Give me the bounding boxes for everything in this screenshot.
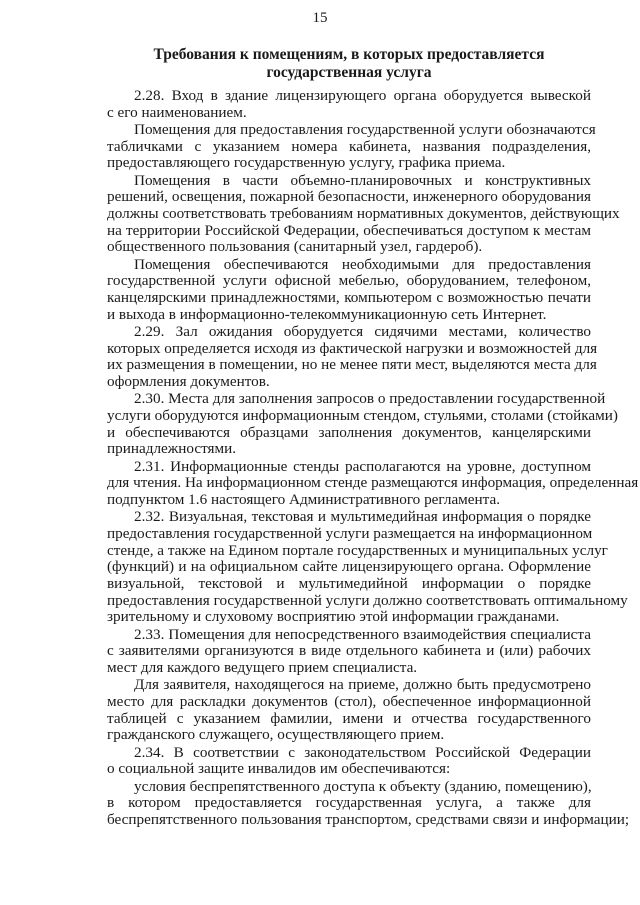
paragraph [107, 745, 591, 778]
text-line: гражданского служащего, осуществляющего прием. [107, 726, 445, 744]
section-heading [107, 46, 591, 81]
text-line: и обеспечиваются образцами заполнения документов, канцелярскими [107, 423, 591, 441]
section-heading-line-2: государственная услуга [266, 63, 432, 81]
text-line: (функций) и на официальном сайте лицензирующего органа. Оформление [107, 558, 591, 576]
text-line: место для раскладки документов (стол), обеспеченное информационной [107, 693, 591, 711]
text-line: Для заявителя, находящегося на приеме, должно быть предусмотрено [134, 676, 591, 694]
text-line: 2.29. Зал ожидания оборудуется сидячими местами, количество [134, 323, 591, 340]
text-line: о социальной защите инвалидов им обеспечиваются: [107, 760, 451, 778]
text-line: беспрепятственного пользования транспортом, средствами связи и информации; [107, 811, 630, 829]
text-line: с заявителями организуются в виде отдельного кабинета и (или) рабочих [107, 642, 591, 660]
text-line: которых определяется исходя из фактической нагрузки и возможностей для [107, 339, 598, 357]
text-line: государственной услуги офисной мебелью, оборудованием, телефоном, [107, 272, 591, 290]
text-line: на территории Российской Федерации, обеспечиваться доступом к местам [107, 221, 591, 239]
text-line: с его наименованием. [107, 103, 247, 121]
paragraph [107, 171, 620, 256]
text-line: Помещения обеспечиваются необходимыми для предоставления [134, 255, 591, 273]
text-line: оформления документов. [107, 373, 270, 391]
text-line: принадлежностями. [107, 440, 237, 458]
paragraph [107, 390, 618, 458]
text-line: предоставления государственной услуги размещается на информационном [107, 525, 593, 543]
text-line: зрительному и слуховому восприятию этой информации гражданами. [107, 608, 560, 626]
text-line: их размещения в помещении, но не менее пяти мест, выделяются места для [107, 356, 597, 374]
paragraph [107, 677, 591, 744]
paragraph [107, 457, 639, 509]
paragraph [107, 323, 598, 391]
paragraph [107, 120, 596, 172]
document-body [107, 87, 639, 829]
text-line: 2.33. Помещения для непосредственного взаимодействия специалиста [134, 625, 591, 643]
paragraph [107, 257, 591, 324]
section-heading-line-1: Требования к помещениям, в которых предоставляется [153, 46, 545, 63]
paragraph [107, 627, 591, 677]
text-line: для чтения. На информационном стенде размещаются информация, определенная [107, 474, 639, 492]
text-line: решений, освещения, пожарной безопасности, инженерного оборудования [107, 188, 591, 206]
text-line: в котором предоставляется государственная услуга, а также для [107, 794, 591, 812]
text-line: Помещения для предоставления государственной услуги обозначаются [134, 120, 596, 138]
text-line: канцелярскими принадлежностями, компьютером с возможностью печати [107, 289, 591, 307]
text-line: 2.30. Места для заполнения запросов о предоставлении государственной [134, 390, 606, 408]
text-line: 2.31. Информационные стенды располагаются на уровне, доступном [134, 457, 591, 475]
text-line: и выхода в информационно-телекоммуникационную сеть Интернет. [107, 305, 547, 323]
text-line: должны соответствовать требованиям нормативных документов, действующих [107, 205, 620, 222]
text-line: предоставляющего государственную услугу, графика приема. [107, 154, 506, 172]
text-line: визуальной, текстовой и мультимедийной информации о порядке [107, 575, 591, 593]
paragraph [107, 88, 591, 121]
text-line: таблицей с указанием фамилии, имени и отчества государственного [107, 709, 591, 727]
text-line: 2.32. Визуальная, текстовая и мультимедийная информация о порядке [134, 508, 591, 526]
text-line: услуги оборудуются информационным стендом, стульями, столами (стойками) [107, 407, 618, 425]
text-line: условия беспрепятственного доступа к объекту (зданию, помещению), [134, 777, 592, 795]
text-line: 2.28. Вход в здание лицензирующего органа оборудуется вывеской [134, 87, 591, 104]
text-line: 2.34. В соответствии с законодательством Российской Федерации [134, 743, 591, 761]
page-number: 15 [312, 10, 328, 26]
text-line: стенде, а также на Едином портале государственных и муниципальных услуг [107, 541, 608, 559]
text-line: табличками с указанием номера кабинета, названия подразделения, [107, 137, 591, 155]
paragraph [107, 508, 628, 626]
paragraph [107, 777, 630, 829]
text-line: подпунктом 1.6 настоящего Административного регламента. [107, 491, 501, 509]
text-line: мест для каждого ведущего прием специалиста. [107, 659, 418, 677]
text-line: предоставления государственной услуги должно соответствовать оптимальному [107, 591, 628, 609]
text-line: Помещения в части объемно-планировочных и конструктивных [134, 171, 591, 189]
text-line: общественного пользования (санитарный узел, гардероб). [107, 238, 483, 256]
